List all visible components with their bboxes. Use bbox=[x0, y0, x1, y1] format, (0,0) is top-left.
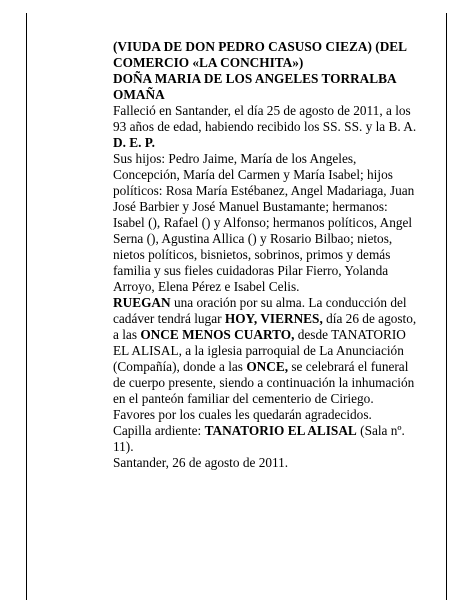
dep-abbreviation: D. E. P. bbox=[113, 135, 155, 150]
right-border-line bbox=[446, 13, 447, 600]
chapel-room: (Sala nº. 11). bbox=[113, 423, 405, 454]
funeral-time: ONCE, bbox=[246, 359, 289, 374]
request-text-2: día 26 de agosto, a las bbox=[113, 311, 417, 342]
request-text-1: una oración por su alma. La conducción del cadáver tendrá lugar bbox=[113, 295, 407, 326]
request-text-4: se celebrará el funeral de cuerpo presente, siendo a continuación la inhumación en el panteón familiar del cementerio de Ciriego. Favores por los cuales les quedarán agradecidos. bbox=[113, 359, 415, 422]
dateline: Santander, 26 de agosto de 2011. bbox=[113, 455, 289, 470]
family-paragraph: Sus hijos: Pedro Jaime, María de los Angeles, Concepción, María del Carmen y María Isabel; hijos políticos: Rosa María Estébanez, Angel Madariaga, Juan José Barbier y José Manuel Bustamante; hermanos: Isabel (), Rafael () y Alfonso; hermanos políticos, Angel Serna (), Agustina Allica () y Rosario Bilbao; nietos, nietos políticos, bisnietos, sobrinos, primos y demás familia y sus fieles cuidadoras Pilar Fierro, Yolanda Arroyo, Elena Pérez e Isabel Celis. bbox=[113, 151, 415, 294]
chapel-paragraph bbox=[113, 423, 417, 455]
procession-day: HOY, VIERNES, bbox=[224, 311, 323, 326]
chapel-label: Capilla ardiente: bbox=[113, 423, 205, 438]
request-paragraph bbox=[113, 295, 417, 423]
death-notice-paragraph: Falleció en Santander, el día 25 de agosto de 2011, a los 93 años de edad, habiendo recibido los SS. SS. y la B. A. bbox=[113, 103, 417, 134]
request-text-3: desde TANATORIO EL ALISAL, a la iglesia parroquial de La Anunciación (Compañía), donde a las bbox=[113, 327, 406, 374]
ruegan-text: RUEGAN bbox=[113, 295, 171, 310]
left-border-line bbox=[26, 13, 27, 600]
obituary-notice bbox=[113, 39, 417, 471]
obituary-deceased-name: DOÑA MARIA DE LOS ANGELES TORRALBA OMAÑA bbox=[113, 71, 396, 102]
obituary-heading-affiliation: (VIUDA DE DON PEDRO CASUSO CIEZA) (DEL COMERCIO «LA CONCHITA») bbox=[113, 39, 407, 70]
procession-time: ONCE MENOS CUARTO, bbox=[140, 327, 295, 342]
chapel-place: TANATORIO EL ALISAL bbox=[204, 423, 357, 438]
